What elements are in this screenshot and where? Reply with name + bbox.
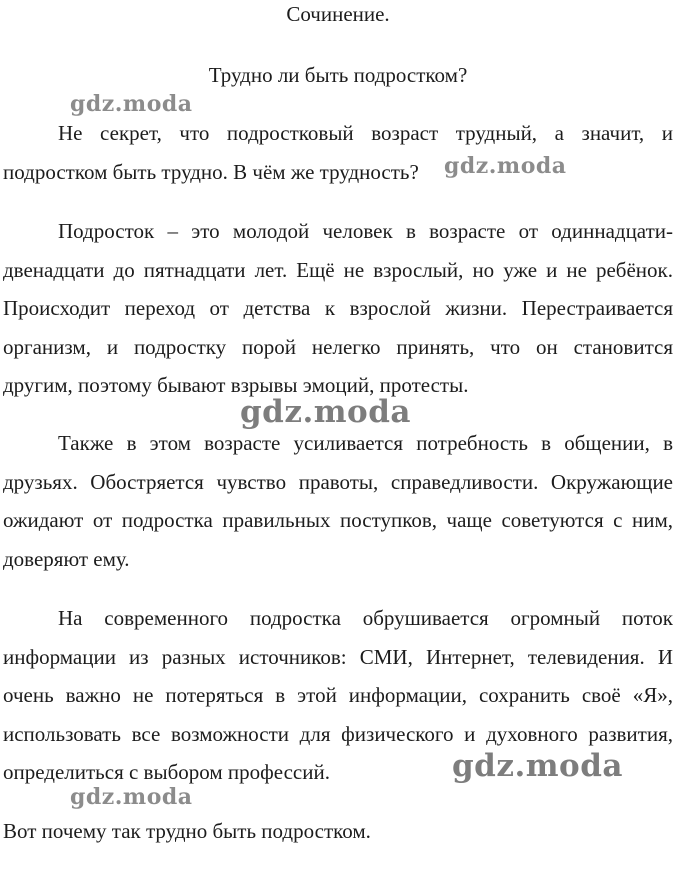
paragraph-line: Не секрет, что подростковый возраст трудный, а значит, и: [58, 121, 673, 145]
paragraph-line: ожидают от подростка правильных поступков, чаще советуются с ним,: [3, 508, 673, 532]
document-header: Сочинение.: [286, 2, 390, 26]
paragraph-line: Вот почему так трудно быть подростком.: [3, 819, 371, 843]
paragraph-line: использовать все возможности для физического и духовного развития,: [3, 722, 673, 746]
paragraph-line: организм, и подростку порой нелегко принять, что он становится: [3, 335, 673, 359]
paragraph-line: доверяют ему.: [3, 547, 130, 571]
paragraph-line: Происходит переход от детства к взрослой жизни. Перестраивается: [3, 296, 673, 320]
paragraph-line: На современного подростка обрушивается огромный поток: [58, 606, 673, 630]
paragraph-line: другим, поэтому бывают взрывы эмоций, протесты.: [3, 373, 469, 397]
paragraph-line: друзьях. Обостряется чувство правоты, справедливости. Окружающие: [3, 470, 673, 494]
watermark-logo: gdz.moda: [240, 394, 411, 430]
paragraph-line: очень важно не потеряться в этой информации, сохранить своё «Я»,: [3, 683, 673, 707]
watermark-logo: gdz.moda: [444, 153, 567, 179]
paragraph-line: двенадцати до пятнадцати лет. Ещё не взрослый, но уже и не ребёнок.: [3, 258, 673, 282]
watermark-logo: gdz.moda: [70, 91, 193, 117]
paragraph-line: определиться с выбором профессий.: [3, 760, 330, 784]
watermark-logo: gdz.moda: [452, 748, 623, 784]
paragraph-line: Подросток – это молодой человек в возрасте от одиннадцати-: [58, 219, 673, 243]
watermark-logo: gdz.moda: [70, 784, 193, 810]
paragraph-line: Также в этом возрасте усиливается потребность в общении, в: [58, 431, 673, 455]
paragraph-line: подростком быть трудно. В чём же трудность?: [3, 160, 419, 184]
document-title: Трудно ли быть подростком?: [208, 63, 468, 87]
paragraph-line: информации из разных источников: СМИ, Интернет, телевидения. И: [3, 645, 673, 669]
